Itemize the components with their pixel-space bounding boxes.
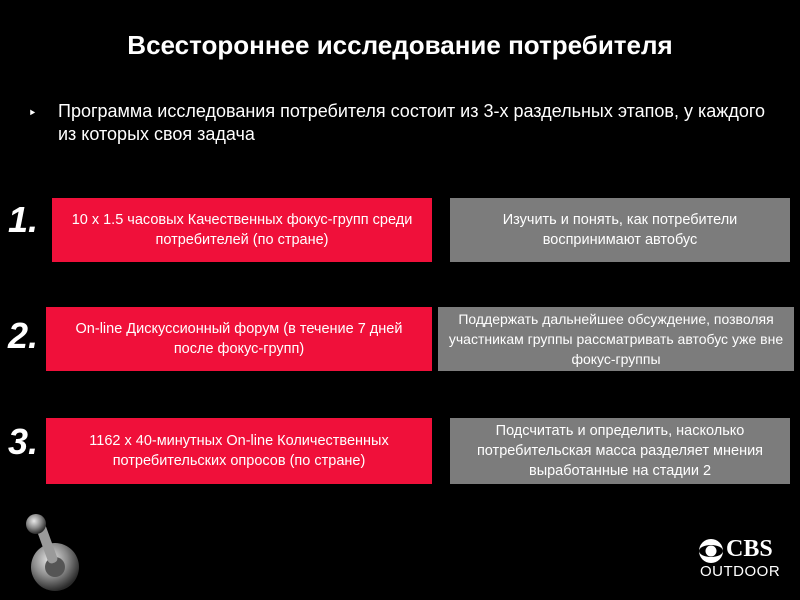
stage-2-method-box	[46, 307, 432, 371]
stage-number-1: 1.	[8, 199, 39, 240]
cbs-outdoor-logo	[698, 538, 788, 584]
logo-brand: CBS	[726, 536, 773, 562]
stage-1-method-box	[52, 198, 432, 262]
stage-number-2: 2.	[8, 315, 39, 356]
intro-text: Программа исследования потребителя состоит из 3-х раздельных этапов, у каждого из которых своя задача	[58, 101, 766, 144]
stage-3-goal-box	[450, 418, 790, 484]
logo-sub: OUTDOOR	[700, 563, 781, 580]
stage-1-goal-box	[450, 198, 790, 262]
stage-2-goal-text: Поддержать дальнейшее обсуждение, позволяя участникам группы рассматривать автобус уже вне фокус-группы	[448, 311, 784, 367]
stage-1-method-text: 10 х 1.5 часовых Качественных фокус-групп среди потребителей (по стране)	[71, 212, 413, 248]
cbs-eye-icon	[698, 538, 724, 564]
metal-knob-icon	[20, 510, 90, 595]
stage-2-method-text: On-line Дискуссионный форум (в течение 7 дней после фокус-групп)	[75, 321, 403, 357]
stage-1-goal-text: Изучить и понять, как потребители воспринимают автобус	[502, 212, 738, 248]
stage-number-3: 3.	[8, 421, 39, 462]
bullet-arrow-icon: ‣	[28, 104, 37, 122]
stage-2-goal-box	[438, 307, 794, 371]
stage-3-goal-text: Подсчитать и определить, насколько потребительская масса разделяет мнения выработанные на стадии 2	[476, 423, 764, 479]
stage-3-method-box	[46, 418, 432, 484]
slide-title: Всестороннее исследование потребителя	[127, 30, 673, 60]
stage-3-method-text: 1162 х 40-минутных On-line Количественных потребительских опросов (по стране)	[89, 433, 389, 469]
